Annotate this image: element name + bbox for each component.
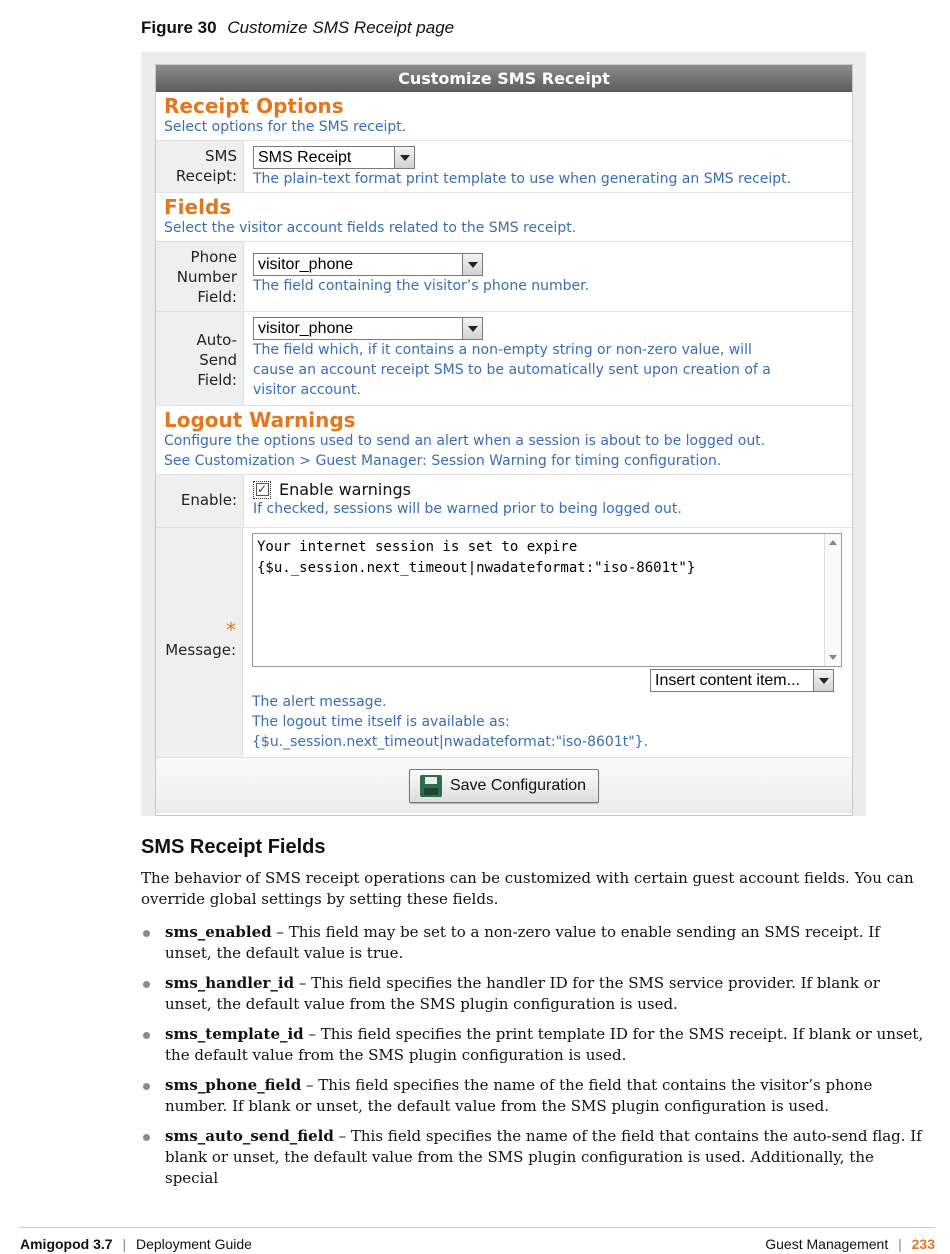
sms-receipt-field [244, 141, 852, 192]
section-heading: Fields [164, 195, 232, 219]
message-field [243, 528, 852, 757]
sms-receipt-select[interactable] [253, 146, 415, 169]
select-value: SMS Receipt [258, 148, 352, 166]
figure-number: Figure 30 [141, 18, 217, 37]
footer-left [20, 1236, 252, 1252]
chapter-name: Guest Management [765, 1236, 889, 1252]
customize-sms-receipt-form [155, 64, 853, 816]
textarea-scrollbar[interactable] [824, 534, 841, 666]
textarea-line: Your internet session is set to expire [257, 539, 578, 555]
form-title: Customize SMS Receipt [156, 65, 852, 92]
field-term: sms_template_id [165, 1025, 304, 1043]
section-intro: The behavior of SMS receipt operations can be customized with certain guest account fields. You can override global settings by setting these fields. [141, 869, 914, 908]
section-description-line: See Customization > Guest Manager: Session Warning for timing configuration. [164, 453, 722, 469]
footer-right [765, 1236, 935, 1252]
figure-caption [141, 18, 454, 38]
section-heading: Receipt Options [164, 94, 344, 118]
section-description: Select the visitor account fields related to the SMS receipt. [164, 220, 577, 236]
screenshot-figure [141, 52, 866, 816]
field-desc: – This field specifies the print template ID for the SMS receipt. If blank or unset, the default value from the SMS plugin configuration is used. [165, 1025, 924, 1064]
insert-content-select[interactable] [650, 669, 834, 692]
enable-warnings-checkbox[interactable] [253, 481, 271, 499]
enable-field [244, 475, 852, 527]
auto-send-field-label [156, 312, 244, 405]
chevron-down-icon[interactable] [462, 318, 482, 339]
field-term: sms_phone_field [165, 1076, 302, 1094]
section-heading: Logout Warnings [164, 408, 356, 432]
checkbox-label[interactable]: Enable warnings [279, 480, 411, 499]
field-desc: – This field may be set to a non-zero value to enable sending an SMS receipt. If unset, the default value is true. [165, 923, 880, 962]
label-line: Receipt: [175, 167, 237, 185]
phone-number-field [244, 242, 852, 311]
field-term: sms_enabled [165, 923, 272, 941]
phone-number-field-row [156, 242, 852, 312]
field-hint-line: {$u._session.next_timeout|nwadateformat:"iso-8601t"}. [252, 734, 649, 750]
list-item [141, 1075, 931, 1117]
sms-receipt-row [156, 141, 852, 193]
field-term: sms_auto_send_field [165, 1127, 334, 1145]
label-line: SMS [205, 147, 237, 165]
logout-warnings-section [156, 406, 852, 475]
message-row [156, 528, 852, 758]
bullet-icon [143, 1032, 150, 1039]
form-actions [156, 758, 852, 813]
required-asterisk: * [226, 618, 236, 642]
label-line: Number [176, 268, 237, 286]
footer-rule [20, 1227, 935, 1228]
field-hint-line: The logout time itself is available as: [252, 714, 510, 730]
enable-warnings-control[interactable] [253, 480, 844, 499]
chevron-down-icon[interactable] [394, 147, 414, 168]
list-item [141, 973, 931, 1015]
field-desc: – This field specifies the name of the field that contains the visitor’s phone number. If blank or unset, the default value from the SMS plugin configuration is used. [165, 1076, 873, 1115]
select-value: Insert content item... [655, 671, 800, 689]
field-list [141, 922, 931, 1198]
receipt-options-section [156, 92, 852, 141]
field-hint: The field containing the visitor’s phone number. [253, 278, 590, 294]
sms-receipt-label [156, 141, 244, 192]
bullet-icon [143, 1134, 150, 1141]
insert-content-wrap [252, 669, 842, 692]
label-line: Phone [190, 248, 237, 266]
section-description-line: Configure the options used to send an alert when a session is about to be logged out. [164, 433, 766, 449]
auto-send-select[interactable] [253, 317, 483, 340]
bullet-icon [143, 1083, 150, 1090]
list-item [141, 1126, 931, 1189]
label-line: Field: [197, 288, 237, 306]
product-name: Amigopod 3.7 [20, 1236, 113, 1252]
enable-row [156, 475, 852, 528]
message-label [156, 528, 243, 757]
footer-separator: | [898, 1236, 902, 1252]
field-hint: If checked, sessions will be warned prior to being logged out. [253, 501, 682, 517]
label-line: Auto- [196, 331, 237, 349]
auto-send-field-row [156, 312, 852, 406]
textarea-line: {$u._session.next_timeout|nwadateformat:"iso-8601t"} [257, 560, 696, 576]
select-value: visitor_phone [258, 319, 354, 337]
auto-send-field [244, 312, 852, 405]
section-description: Select options for the SMS receipt. [164, 119, 407, 135]
figure-caption-text: Customize SMS Receipt page [227, 18, 455, 37]
save-disk-icon [420, 775, 442, 797]
label-line: Field: [197, 371, 237, 389]
field-hint-line: cause an account receipt SMS to be automatically sent upon creation of a [253, 362, 771, 378]
field-desc: – This field specifies the name of the field that contains the auto-send flag. If blank or unset, the default value from the SMS plugin configuration is used. Additionally, the special [165, 1127, 922, 1187]
save-configuration-button[interactable] [409, 769, 599, 803]
enable-label [156, 475, 244, 527]
scroll-up-icon[interactable] [829, 540, 837, 545]
save-button-label: Save Configuration [449, 776, 587, 794]
guide-name: Deployment Guide [135, 1236, 252, 1252]
phone-number-field-label [156, 242, 244, 311]
phone-field-select[interactable] [253, 253, 483, 276]
chevron-down-icon[interactable] [813, 670, 833, 691]
chevron-down-icon[interactable] [462, 254, 482, 275]
field-hint: The plain-text format print template to use when generating an SMS receipt. [253, 171, 792, 187]
section-heading-sms-receipt-fields: SMS Receipt Fields [141, 836, 326, 858]
footer-separator: | [122, 1236, 127, 1252]
field-hint-line: The field which, if it contains a non-empty string or non-zero value, will [253, 342, 752, 358]
bullet-icon [143, 930, 150, 937]
field-hint-line: visitor account. [253, 382, 361, 398]
label-line: Enable: [180, 491, 237, 509]
check-icon: ✓ [256, 482, 268, 496]
scroll-down-icon[interactable] [829, 655, 837, 660]
label-line: Send [199, 351, 237, 369]
field-term: sms_handler_id [165, 974, 295, 992]
list-item [141, 1024, 931, 1066]
label-line: Message: [165, 641, 236, 659]
page-number: 233 [911, 1236, 935, 1252]
message-textarea[interactable] [252, 533, 842, 667]
field-hint-line: The alert message. [252, 694, 387, 710]
select-value: visitor_phone [258, 255, 354, 273]
fields-section [156, 193, 852, 242]
field-desc: – This field specifies the handler ID for the SMS service provider. If blank or unset, the default value from the SMS plugin configuration is used. [165, 974, 880, 1013]
list-item [141, 922, 931, 964]
bullet-icon [143, 981, 150, 988]
